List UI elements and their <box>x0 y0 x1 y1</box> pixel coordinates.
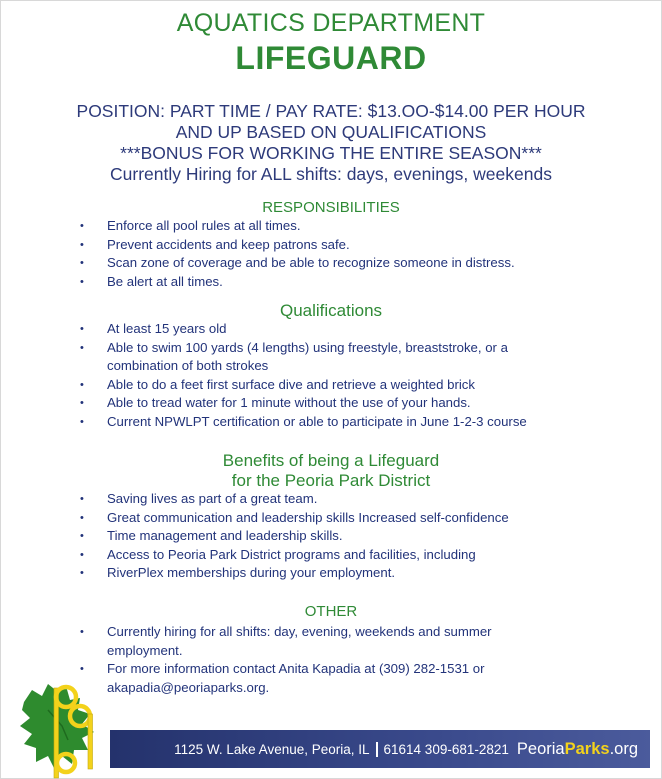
benefits-heading-line2: for the Peoria Park District <box>231 471 431 490</box>
job-title: LIFEGUARD <box>235 40 427 76</box>
qualifications-list <box>80 320 550 431</box>
list-item: • For more information contact Anita Kapadia at (309) 282-1531 or akapadia@peoriaparks.org. <box>80 660 550 697</box>
footer-bar <box>110 730 650 768</box>
list-item: • Time management and leadership skills. <box>80 527 550 546</box>
other-list <box>80 623 550 697</box>
department-title: AQUATICS DEPARTMENT <box>176 9 486 37</box>
footer-brand <box>517 740 638 759</box>
list-item: • Be alert at all times. <box>80 273 550 292</box>
brand-peoria: Peoria <box>516 739 565 758</box>
list-item: • Saving lives as part of a great team. <box>80 490 550 509</box>
list-item: • Current NPWLPT certification or able to participate in June 1-2-3 course <box>80 413 550 432</box>
list-item: • Currently hiring for all shifts: day, evening, weekends and summer employment. <box>80 623 550 660</box>
brand-org: .org <box>609 739 638 758</box>
list-item: • Able to swim 100 yards (4 lengths) using freestyle, breaststroke, or a combination of both strokes <box>80 339 550 376</box>
position-line-pay: POSITION: PART TIME / PAY RATE: $13.OO-$14.00 PER HOUR <box>76 101 586 121</box>
footer-zip-phone: 61614 309-681-2821 <box>383 741 509 757</box>
list-item: • Enforce all pool rules at all times. <box>80 217 550 236</box>
responsibilities-heading: RESPONSIBILITIES <box>262 199 400 216</box>
position-line-qualifications: AND UP BASED ON QUALIFICATIONS <box>175 122 487 142</box>
position-line-bonus: ***BONUS FOR WORKING THE ENTIRE SEASON*** <box>120 143 542 163</box>
list-item: • Scan zone of coverage and be able to recognize someone in distress. <box>80 254 550 273</box>
list-item: • Able to do a feet first surface dive and retrieve a weighted brick <box>80 376 550 395</box>
brand-parks: Parks <box>564 739 610 758</box>
list-item: • Prevent accidents and keep patrons safe. <box>80 236 550 255</box>
footer-divider <box>376 742 378 757</box>
list-item: • RiverPlex memberships during your employment. <box>80 564 550 583</box>
benefits-list <box>80 490 550 583</box>
list-item: • Great communication and leadership skills Increased self-confidence <box>80 509 550 528</box>
list-item: • At least 15 years old <box>80 320 550 339</box>
position-line-hiring: Currently Hiring for ALL shifts: days, evenings, weekends <box>110 164 552 184</box>
qualifications-heading: Qualifications <box>279 301 383 320</box>
responsibilities-list <box>80 217 550 291</box>
other-heading: OTHER <box>304 603 358 620</box>
park-district-leaf-logo-icon <box>18 680 116 779</box>
benefits-heading-line1: Benefits of being a Lifeguard <box>222 451 440 470</box>
list-item: • Access to Peoria Park District programs and facilities, including <box>80 546 550 565</box>
list-item: • Able to tread water for 1 minute without the use of your hands. <box>80 394 550 413</box>
footer-address: 1125 W. Lake Avenue, Peoria, IL <box>174 741 370 757</box>
